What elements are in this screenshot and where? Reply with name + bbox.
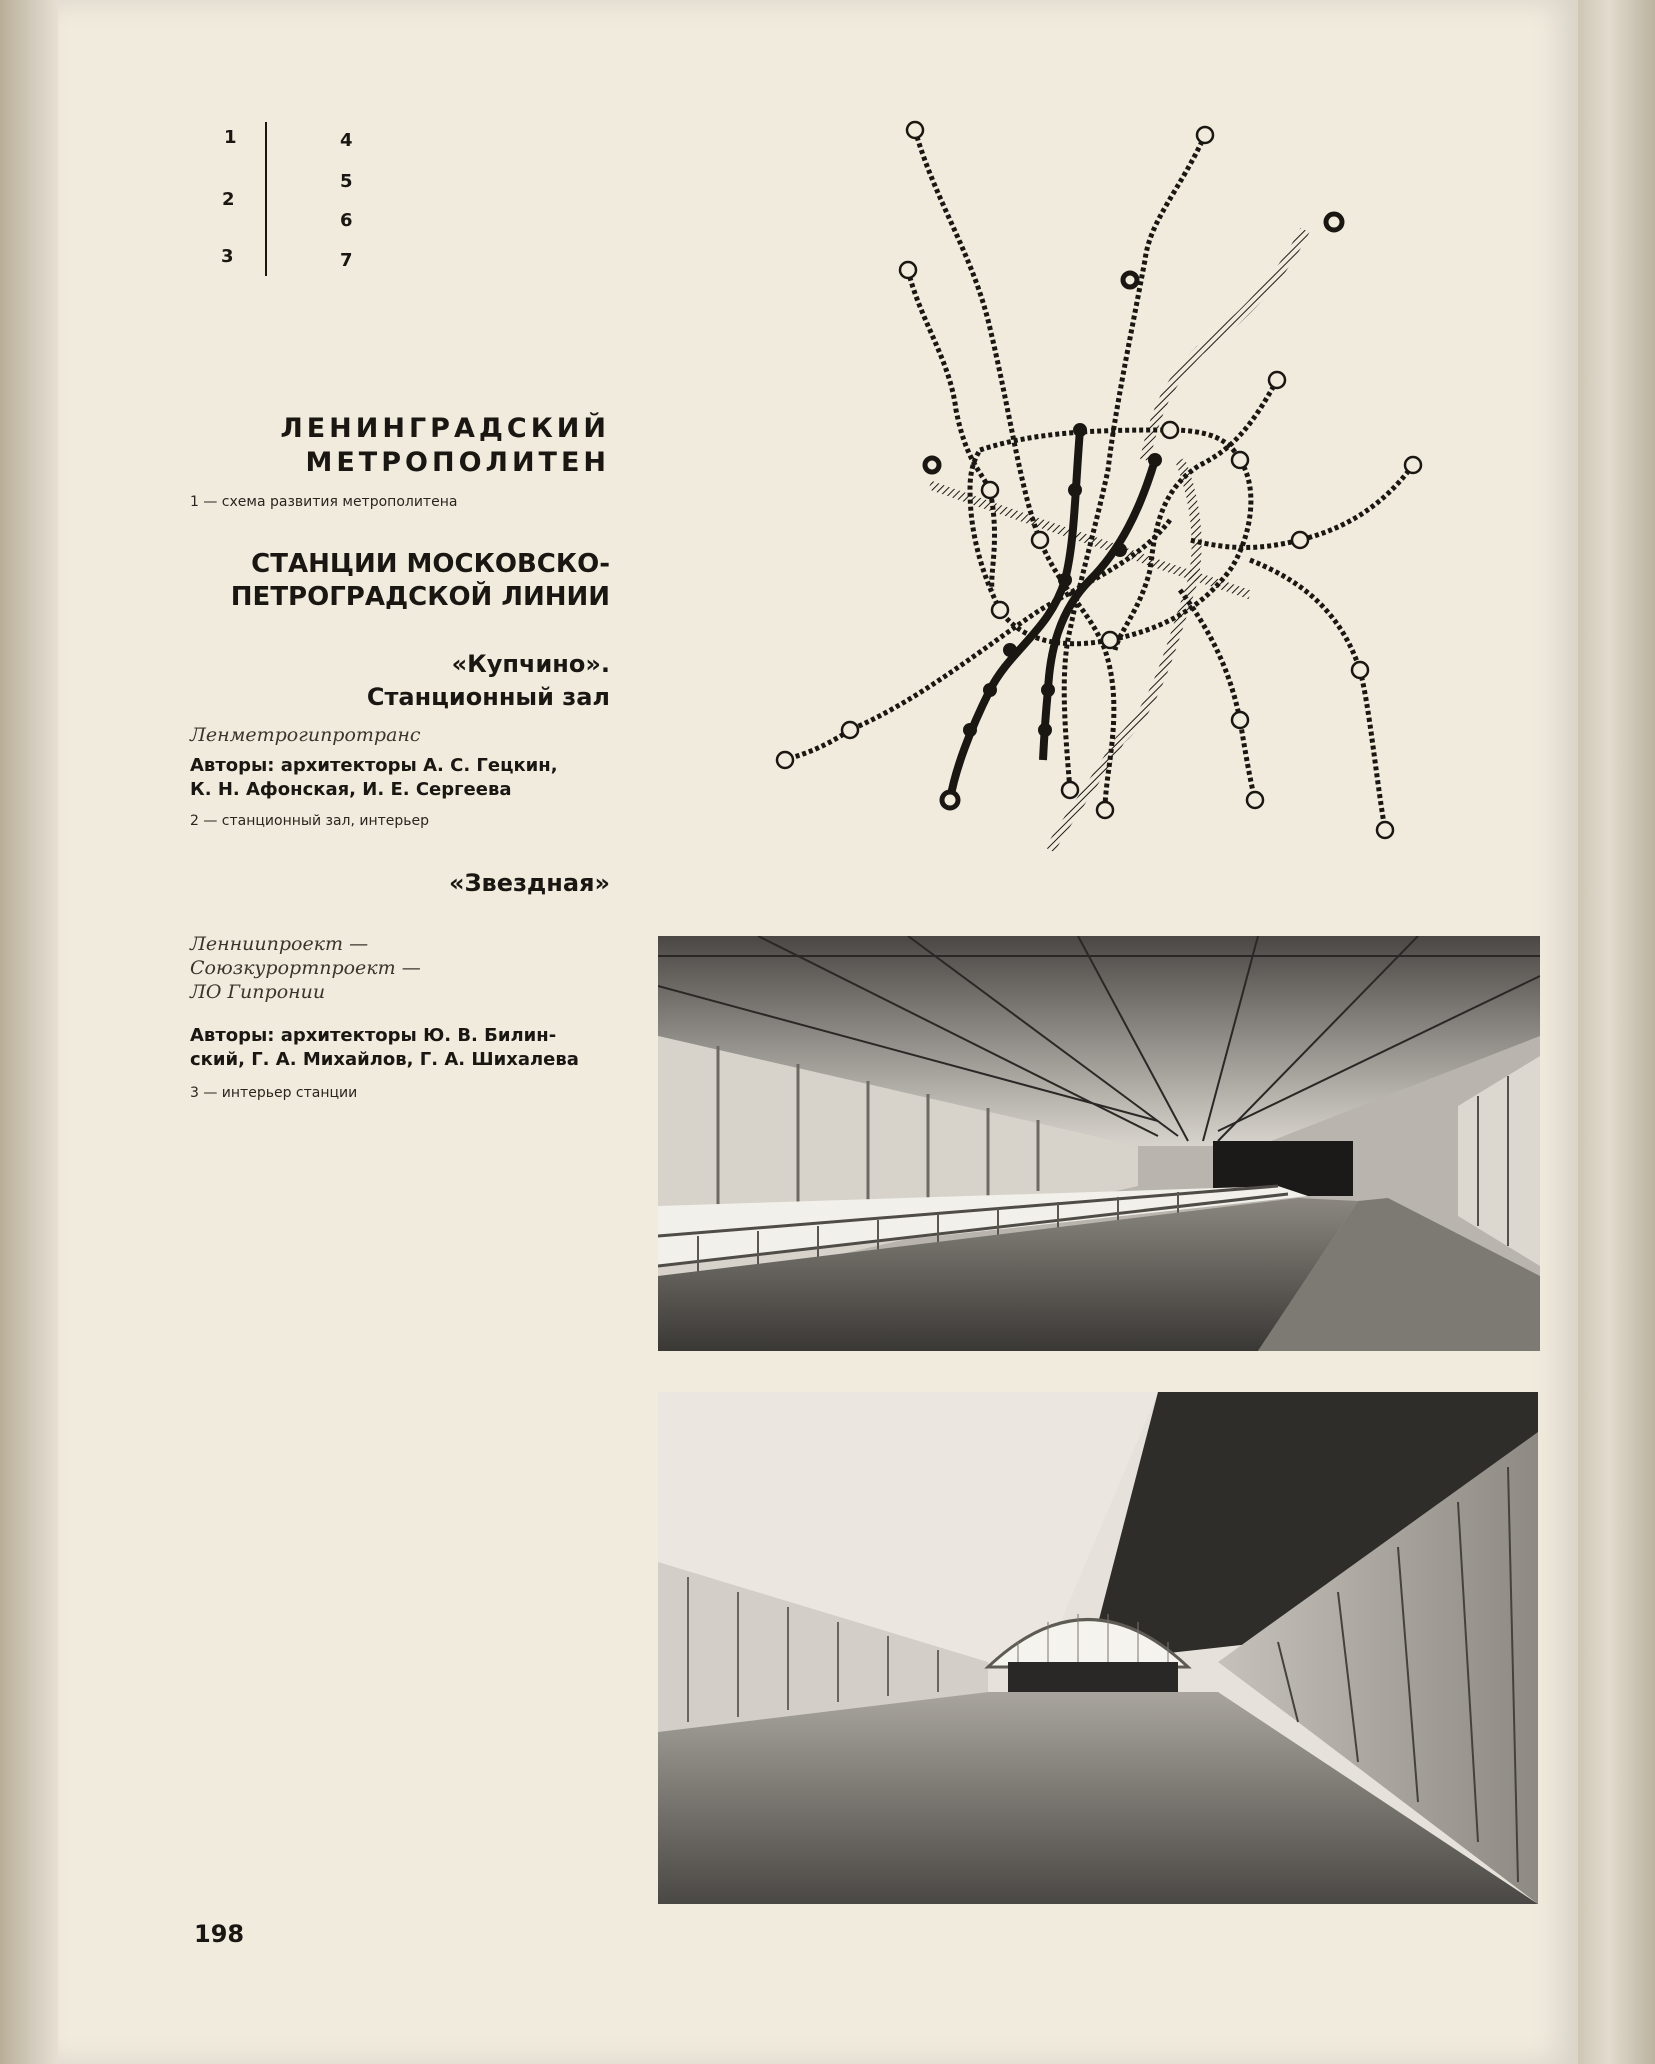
station-marker — [1232, 712, 1248, 728]
zvezdnaya-org-line-2: Союзкурортпроект — — [190, 957, 421, 979]
kupchino-authors-line-2: К. Н. Афонская, И. Е. Сергеева — [190, 779, 512, 800]
zvezdnaya-authors-line-1: Авторы: архитекторы Ю. В. Билин- — [190, 1025, 557, 1046]
figure-index-2: 2 — [222, 189, 235, 210]
station-marker — [1247, 792, 1263, 808]
metro-line-3 — [908, 270, 995, 590]
caption-2: 2 — станционный зал, интерьер — [190, 813, 430, 829]
book-gutter — [0, 0, 58, 2064]
page-number: 198 — [194, 1920, 245, 1948]
station-marker — [1041, 683, 1055, 697]
station-marker — [900, 262, 916, 278]
station-marker — [777, 752, 793, 768]
zvezdnaya-org-line-1: Ленниипроект — — [190, 933, 369, 955]
zvezdnaya-authors-line-2: ский, Г. А. Михайлов, Г. А. Шихалева — [190, 1049, 579, 1070]
station-marker — [982, 482, 998, 498]
metro-line-1 — [915, 130, 1114, 810]
station-marker — [1102, 632, 1118, 648]
station-marker — [1003, 643, 1017, 657]
station-marker — [1123, 273, 1137, 287]
station-marker — [1377, 822, 1393, 838]
kupchino-organization: Ленметрогипротранс — [190, 724, 421, 746]
station-marker — [983, 683, 997, 697]
station-marker — [1162, 422, 1178, 438]
section-heading — [200, 548, 610, 614]
station-marker — [1032, 532, 1048, 548]
kupchino-title — [200, 648, 610, 714]
station-marker — [1073, 423, 1087, 437]
caption-1: 1 — схема развития метрополитена — [190, 494, 458, 510]
figure-index-divider — [265, 122, 267, 276]
station-marker — [1058, 573, 1072, 587]
kupchino-authors-line-1: Авторы: архитекторы А. С. Гецкин, — [190, 755, 558, 776]
station-marker — [1038, 723, 1052, 737]
figure-index-5: 5 — [340, 171, 353, 192]
station-marker — [1197, 127, 1213, 143]
kupchino-authors — [190, 754, 610, 802]
photo-kupchino-interior — [658, 936, 1540, 1351]
metro-scheme-diagram — [760, 110, 1440, 910]
figure-index-7: 7 — [340, 250, 353, 271]
page-title-line-2: МЕТРОПОЛИТЕН — [305, 447, 610, 478]
zvezdnaya-organization — [190, 932, 610, 1004]
station-marker — [1062, 782, 1078, 798]
photo-zvezdnaya-interior — [658, 1392, 1538, 1904]
station-marker — [925, 458, 939, 472]
caption-3: 3 — интерьер станции — [190, 1085, 358, 1101]
station-marker — [1405, 457, 1421, 473]
zvezdnaya-authors — [190, 1024, 610, 1072]
section-heading-line-2: ПЕТРОГРАДСКОЙ ЛИНИИ — [230, 582, 610, 612]
station-marker — [1292, 532, 1308, 548]
page-title-line-1: ЛЕНИНГРАДСКИЙ — [280, 413, 610, 444]
station-marker — [1148, 453, 1162, 467]
zvezdnaya-org-line-3: ЛО Гипронии — [190, 981, 326, 1003]
section-heading-line-1: СТАНЦИИ МОСКОВСКО- — [251, 549, 610, 579]
figure-index-1: 1 — [224, 127, 237, 148]
station-marker — [1352, 662, 1368, 678]
station-marker — [963, 723, 977, 737]
photo-kupchino-image — [658, 936, 1540, 1351]
photo-zvezdnaya-image — [658, 1392, 1538, 1904]
metro-line-7 — [1250, 560, 1385, 830]
station-marker — [942, 792, 958, 808]
station-marker — [842, 722, 858, 738]
station-marker — [1232, 452, 1248, 468]
station-marker — [1097, 802, 1113, 818]
zvezdnaya-title: «Звездная» — [448, 869, 610, 897]
figure-index-3: 3 — [221, 246, 234, 267]
station-marker — [907, 122, 923, 138]
metro-line-8 — [1180, 590, 1255, 800]
kupchino-title-line-2: Станционный зал — [366, 683, 610, 711]
figure-index-6: 6 — [340, 210, 353, 231]
station-marker — [1269, 372, 1285, 388]
kupchino-title-line-1: «Купчино». — [451, 650, 610, 678]
figure-index-4: 4 — [340, 130, 353, 151]
station-marker — [1326, 214, 1342, 230]
page-title — [180, 412, 610, 480]
station-marker — [1068, 483, 1082, 497]
station-marker — [992, 602, 1008, 618]
page-edge — [1578, 0, 1655, 2064]
station-marker — [1113, 543, 1127, 557]
